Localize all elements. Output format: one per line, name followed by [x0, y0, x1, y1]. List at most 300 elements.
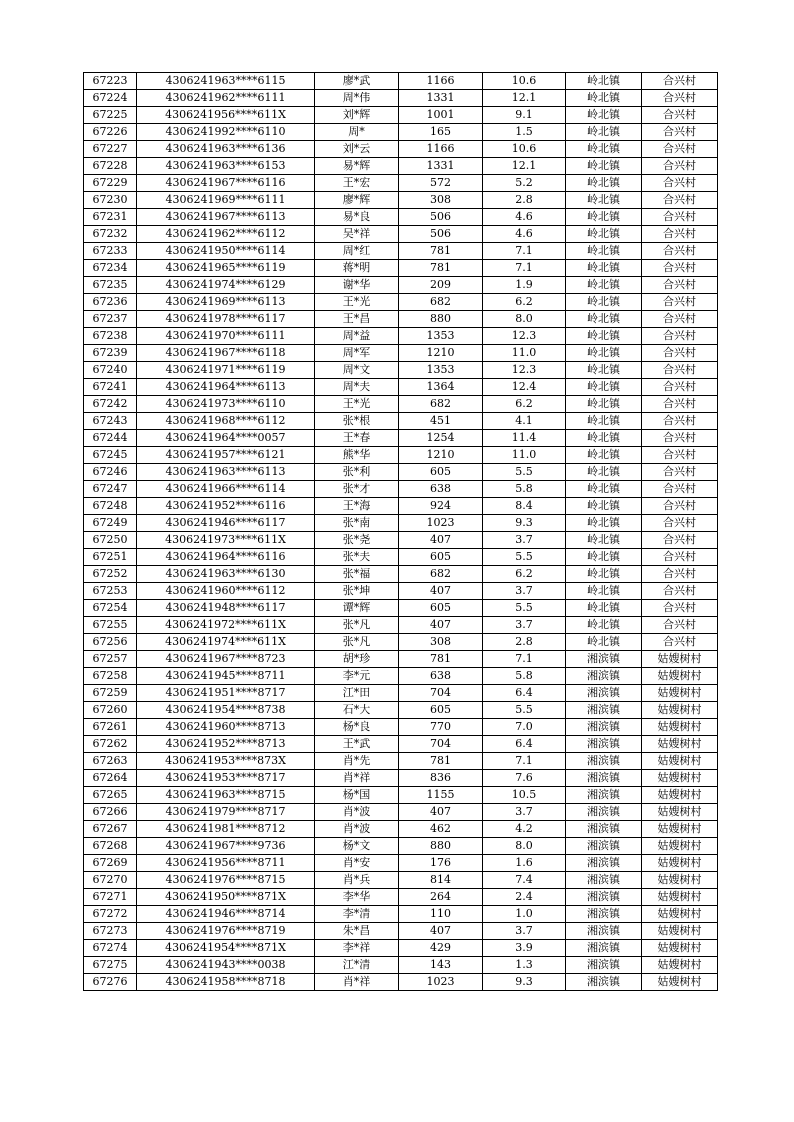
name-cell: 张*凡 [315, 634, 399, 651]
town-cell: 岭北镇 [566, 566, 642, 583]
name-cell: 张*坤 [315, 583, 399, 600]
record-no-cell: 67248 [84, 498, 137, 515]
town-cell: 湘滨镇 [566, 685, 642, 702]
name-cell: 张*尧 [315, 532, 399, 549]
id-number-cell: 4306241960****6112 [137, 583, 315, 600]
quantity-cell: 4.6 [483, 226, 566, 243]
amount-cell: 704 [399, 685, 483, 702]
village-cell: 合兴村 [642, 532, 718, 549]
village-cell: 合兴村 [642, 600, 718, 617]
record-no-cell: 67234 [84, 260, 137, 277]
id-number-cell: 4306241956****8711 [137, 855, 315, 872]
village-cell: 合兴村 [642, 345, 718, 362]
table-row [84, 532, 718, 549]
quantity-cell: 4.2 [483, 821, 566, 838]
record-no-cell: 67276 [84, 974, 137, 991]
record-no-cell: 67258 [84, 668, 137, 685]
name-cell: 周*益 [315, 328, 399, 345]
id-number-cell: 4306241954****871X [137, 940, 315, 957]
id-number-cell: 4306241954****8738 [137, 702, 315, 719]
quantity-cell: 7.1 [483, 651, 566, 668]
amount-cell: 781 [399, 651, 483, 668]
id-number-cell: 4306241976****8715 [137, 872, 315, 889]
quantity-cell: 5.5 [483, 702, 566, 719]
name-cell: 王*昌 [315, 311, 399, 328]
name-cell: 李*祥 [315, 940, 399, 957]
town-cell: 湘滨镇 [566, 906, 642, 923]
quantity-cell: 10.5 [483, 787, 566, 804]
amount-cell: 407 [399, 532, 483, 549]
id-number-cell: 4306241970****6111 [137, 328, 315, 345]
id-number-cell: 4306241971****6119 [137, 362, 315, 379]
id-number-cell: 4306241964****6116 [137, 549, 315, 566]
table-row [84, 396, 718, 413]
id-number-cell: 4306241964****0057 [137, 430, 315, 447]
table-row [84, 192, 718, 209]
quantity-cell: 6.4 [483, 685, 566, 702]
id-number-cell: 4306241965****6119 [137, 260, 315, 277]
town-cell: 湘滨镇 [566, 668, 642, 685]
quantity-cell: 12.4 [483, 379, 566, 396]
town-cell: 岭北镇 [566, 345, 642, 362]
amount-cell: 638 [399, 481, 483, 498]
village-cell: 合兴村 [642, 396, 718, 413]
town-cell: 岭北镇 [566, 447, 642, 464]
name-cell: 杨*文 [315, 838, 399, 855]
town-cell: 岭北镇 [566, 515, 642, 532]
quantity-cell: 9.1 [483, 107, 566, 124]
town-cell: 岭北镇 [566, 90, 642, 107]
quantity-cell: 7.0 [483, 719, 566, 736]
table-row [84, 753, 718, 770]
name-cell: 周* [315, 124, 399, 141]
town-cell: 岭北镇 [566, 328, 642, 345]
amount-cell: 638 [399, 668, 483, 685]
record-no-cell: 67226 [84, 124, 137, 141]
record-no-cell: 67256 [84, 634, 137, 651]
table-row [84, 73, 718, 90]
table-row [84, 481, 718, 498]
town-cell: 岭北镇 [566, 277, 642, 294]
village-cell: 合兴村 [642, 294, 718, 311]
id-number-cell: 4306241956****611X [137, 107, 315, 124]
name-cell: 李*元 [315, 668, 399, 685]
village-cell: 姑嫂树村 [642, 855, 718, 872]
table-row [84, 906, 718, 923]
amount-cell: 814 [399, 872, 483, 889]
id-number-cell: 4306241957****6121 [137, 447, 315, 464]
town-cell: 岭北镇 [566, 294, 642, 311]
id-number-cell: 4306241953****8717 [137, 770, 315, 787]
table-row [84, 838, 718, 855]
id-number-cell: 4306241979****8717 [137, 804, 315, 821]
amount-cell: 1210 [399, 447, 483, 464]
amount-cell: 1353 [399, 328, 483, 345]
town-cell: 湘滨镇 [566, 702, 642, 719]
village-cell: 合兴村 [642, 73, 718, 90]
amount-cell: 264 [399, 889, 483, 906]
name-cell: 刘*云 [315, 141, 399, 158]
record-no-cell: 67235 [84, 277, 137, 294]
village-cell: 合兴村 [642, 362, 718, 379]
table-row [84, 770, 718, 787]
record-no-cell: 67238 [84, 328, 137, 345]
town-cell: 岭北镇 [566, 600, 642, 617]
quantity-cell: 2.8 [483, 634, 566, 651]
record-no-cell: 67255 [84, 617, 137, 634]
name-cell: 谢*华 [315, 277, 399, 294]
quantity-cell: 7.1 [483, 243, 566, 260]
village-cell: 合兴村 [642, 260, 718, 277]
quantity-cell: 7.1 [483, 260, 566, 277]
amount-cell: 605 [399, 464, 483, 481]
id-number-cell: 4306241962****6111 [137, 90, 315, 107]
quantity-cell: 5.8 [483, 481, 566, 498]
quantity-cell: 1.9 [483, 277, 566, 294]
id-number-cell: 4306241963****6136 [137, 141, 315, 158]
village-cell: 合兴村 [642, 158, 718, 175]
name-cell: 王*宏 [315, 175, 399, 192]
town-cell: 湘滨镇 [566, 753, 642, 770]
town-cell: 湘滨镇 [566, 957, 642, 974]
village-cell: 姑嫂树村 [642, 685, 718, 702]
amount-cell: 781 [399, 753, 483, 770]
record-no-cell: 67237 [84, 311, 137, 328]
town-cell: 岭北镇 [566, 311, 642, 328]
amount-cell: 1023 [399, 515, 483, 532]
amount-cell: 1001 [399, 107, 483, 124]
record-no-cell: 67243 [84, 413, 137, 430]
village-cell: 合兴村 [642, 328, 718, 345]
village-cell: 合兴村 [642, 515, 718, 532]
quantity-cell: 3.7 [483, 532, 566, 549]
village-cell: 姑嫂树村 [642, 770, 718, 787]
village-cell: 合兴村 [642, 464, 718, 481]
town-cell: 岭北镇 [566, 243, 642, 260]
id-number-cell: 4306241950****6114 [137, 243, 315, 260]
town-cell: 湘滨镇 [566, 719, 642, 736]
table-row [84, 872, 718, 889]
amount-cell: 176 [399, 855, 483, 872]
id-number-cell: 4306241973****611X [137, 532, 315, 549]
record-no-cell: 67257 [84, 651, 137, 668]
id-number-cell: 4306241974****6129 [137, 277, 315, 294]
amount-cell: 682 [399, 566, 483, 583]
amount-cell: 880 [399, 838, 483, 855]
id-number-cell: 4306241966****6114 [137, 481, 315, 498]
quantity-cell: 5.2 [483, 175, 566, 192]
table-row [84, 141, 718, 158]
id-number-cell: 4306241946****6117 [137, 515, 315, 532]
table-row [84, 923, 718, 940]
quantity-cell: 10.6 [483, 141, 566, 158]
record-no-cell: 67270 [84, 872, 137, 889]
name-cell: 熊*华 [315, 447, 399, 464]
id-number-cell: 4306241967****8723 [137, 651, 315, 668]
amount-cell: 143 [399, 957, 483, 974]
table-row [84, 260, 718, 277]
name-cell: 周*文 [315, 362, 399, 379]
village-cell: 合兴村 [642, 192, 718, 209]
village-cell: 合兴村 [642, 634, 718, 651]
town-cell: 岭北镇 [566, 634, 642, 651]
town-cell: 岭北镇 [566, 481, 642, 498]
id-number-cell: 4306241963****6115 [137, 73, 315, 90]
quantity-cell: 11.0 [483, 447, 566, 464]
town-cell: 湘滨镇 [566, 804, 642, 821]
id-number-cell: 4306241967****6116 [137, 175, 315, 192]
name-cell: 肖*波 [315, 804, 399, 821]
record-no-cell: 67241 [84, 379, 137, 396]
quantity-cell: 5.8 [483, 668, 566, 685]
village-cell: 姑嫂树村 [642, 923, 718, 940]
village-cell: 姑嫂树村 [642, 821, 718, 838]
name-cell: 张*福 [315, 566, 399, 583]
record-no-cell: 67232 [84, 226, 137, 243]
table-row [84, 498, 718, 515]
record-no-cell: 67254 [84, 600, 137, 617]
id-number-cell: 4306241972****611X [137, 617, 315, 634]
record-no-cell: 67230 [84, 192, 137, 209]
village-cell: 合兴村 [642, 413, 718, 430]
village-cell: 姑嫂树村 [642, 804, 718, 821]
amount-cell: 1155 [399, 787, 483, 804]
village-cell: 合兴村 [642, 447, 718, 464]
quantity-cell: 3.7 [483, 923, 566, 940]
table-row [84, 175, 718, 192]
name-cell: 廖*辉 [315, 192, 399, 209]
quantity-cell: 10.6 [483, 73, 566, 90]
id-number-cell: 4306241962****6112 [137, 226, 315, 243]
name-cell: 蒋*明 [315, 260, 399, 277]
amount-cell: 1166 [399, 141, 483, 158]
id-number-cell: 4306241953****873X [137, 753, 315, 770]
record-no-cell: 67223 [84, 73, 137, 90]
record-no-cell: 67242 [84, 396, 137, 413]
town-cell: 湘滨镇 [566, 770, 642, 787]
village-cell: 姑嫂树村 [642, 753, 718, 770]
record-no-cell: 67271 [84, 889, 137, 906]
id-number-cell: 4306241967****6118 [137, 345, 315, 362]
record-no-cell: 67246 [84, 464, 137, 481]
record-no-cell: 67253 [84, 583, 137, 600]
village-cell: 姑嫂树村 [642, 719, 718, 736]
table-row [84, 889, 718, 906]
town-cell: 岭北镇 [566, 413, 642, 430]
village-cell: 合兴村 [642, 481, 718, 498]
town-cell: 湘滨镇 [566, 940, 642, 957]
village-cell: 姑嫂树村 [642, 889, 718, 906]
town-cell: 湘滨镇 [566, 838, 642, 855]
record-no-cell: 67259 [84, 685, 137, 702]
amount-cell: 308 [399, 634, 483, 651]
amount-cell: 429 [399, 940, 483, 957]
table-row [84, 668, 718, 685]
village-cell: 合兴村 [642, 209, 718, 226]
quantity-cell: 5.5 [483, 464, 566, 481]
table-row [84, 209, 718, 226]
id-number-cell: 4306241974****611X [137, 634, 315, 651]
id-number-cell: 4306241976****8719 [137, 923, 315, 940]
record-no-cell: 67273 [84, 923, 137, 940]
record-no-cell: 67225 [84, 107, 137, 124]
amount-cell: 462 [399, 821, 483, 838]
id-number-cell: 4306241960****8713 [137, 719, 315, 736]
table-row [84, 821, 718, 838]
amount-cell: 451 [399, 413, 483, 430]
amount-cell: 770 [399, 719, 483, 736]
quantity-cell: 12.1 [483, 90, 566, 107]
quantity-cell: 12.3 [483, 362, 566, 379]
id-number-cell: 4306241958****8718 [137, 974, 315, 991]
table-row [84, 379, 718, 396]
id-number-cell: 4306241981****8712 [137, 821, 315, 838]
village-cell: 姑嫂树村 [642, 651, 718, 668]
quantity-cell: 3.7 [483, 583, 566, 600]
quantity-cell: 6.2 [483, 294, 566, 311]
town-cell: 岭北镇 [566, 226, 642, 243]
id-number-cell: 4306241963****6130 [137, 566, 315, 583]
town-cell: 湘滨镇 [566, 872, 642, 889]
quantity-cell: 5.5 [483, 549, 566, 566]
quantity-cell: 8.0 [483, 311, 566, 328]
table-row [84, 243, 718, 260]
table-row [84, 804, 718, 821]
table-row [84, 549, 718, 566]
town-cell: 岭北镇 [566, 192, 642, 209]
amount-cell: 1023 [399, 974, 483, 991]
name-cell: 王*春 [315, 430, 399, 447]
village-cell: 合兴村 [642, 107, 718, 124]
quantity-cell: 3.7 [483, 804, 566, 821]
id-number-cell: 4306241943****0038 [137, 957, 315, 974]
amount-cell: 1210 [399, 345, 483, 362]
amount-cell: 605 [399, 600, 483, 617]
town-cell: 岭北镇 [566, 430, 642, 447]
name-cell: 肖*波 [315, 821, 399, 838]
name-cell: 张*根 [315, 413, 399, 430]
amount-cell: 407 [399, 923, 483, 940]
table-row [84, 515, 718, 532]
name-cell: 王*光 [315, 396, 399, 413]
table-row [84, 226, 718, 243]
quantity-cell: 5.5 [483, 600, 566, 617]
town-cell: 湘滨镇 [566, 821, 642, 838]
village-cell: 合兴村 [642, 311, 718, 328]
quantity-cell: 8.0 [483, 838, 566, 855]
id-number-cell: 4306241946****8714 [137, 906, 315, 923]
amount-cell: 880 [399, 311, 483, 328]
table-row [84, 277, 718, 294]
quantity-cell: 1.6 [483, 855, 566, 872]
town-cell: 岭北镇 [566, 464, 642, 481]
record-no-cell: 67240 [84, 362, 137, 379]
quantity-cell: 3.9 [483, 940, 566, 957]
record-no-cell: 67269 [84, 855, 137, 872]
amount-cell: 924 [399, 498, 483, 515]
town-cell: 湘滨镇 [566, 787, 642, 804]
name-cell: 周*红 [315, 243, 399, 260]
id-number-cell: 4306241964****6113 [137, 379, 315, 396]
table-row [84, 430, 718, 447]
amount-cell: 781 [399, 260, 483, 277]
name-cell: 李*清 [315, 906, 399, 923]
town-cell: 岭北镇 [566, 158, 642, 175]
quantity-cell: 1.5 [483, 124, 566, 141]
town-cell: 岭北镇 [566, 498, 642, 515]
id-number-cell: 4306241950****871X [137, 889, 315, 906]
name-cell: 王*光 [315, 294, 399, 311]
town-cell: 岭北镇 [566, 260, 642, 277]
id-number-cell: 4306241963****8715 [137, 787, 315, 804]
quantity-cell: 2.4 [483, 889, 566, 906]
quantity-cell: 3.7 [483, 617, 566, 634]
village-cell: 姑嫂树村 [642, 872, 718, 889]
amount-cell: 407 [399, 804, 483, 821]
town-cell: 岭北镇 [566, 175, 642, 192]
table-row [84, 940, 718, 957]
record-no-cell: 67260 [84, 702, 137, 719]
record-no-cell: 67224 [84, 90, 137, 107]
village-cell: 合兴村 [642, 498, 718, 515]
name-cell: 江*田 [315, 685, 399, 702]
id-number-cell: 4306241969****6113 [137, 294, 315, 311]
name-cell: 刘*辉 [315, 107, 399, 124]
record-no-cell: 67266 [84, 804, 137, 821]
village-cell: 合兴村 [642, 583, 718, 600]
amount-cell: 781 [399, 243, 483, 260]
record-no-cell: 67245 [84, 447, 137, 464]
record-no-cell: 67239 [84, 345, 137, 362]
record-no-cell: 67233 [84, 243, 137, 260]
quantity-cell: 8.4 [483, 498, 566, 515]
quantity-cell: 12.3 [483, 328, 566, 345]
table-row [84, 328, 718, 345]
record-no-cell: 67263 [84, 753, 137, 770]
quantity-cell: 7.1 [483, 753, 566, 770]
record-no-cell: 67265 [84, 787, 137, 804]
quantity-cell: 9.3 [483, 515, 566, 532]
quantity-cell: 1.3 [483, 957, 566, 974]
table-row [84, 600, 718, 617]
name-cell: 张*南 [315, 515, 399, 532]
name-cell: 易*良 [315, 209, 399, 226]
amount-cell: 1353 [399, 362, 483, 379]
amount-cell: 1331 [399, 90, 483, 107]
amount-cell: 605 [399, 549, 483, 566]
table-row [84, 107, 718, 124]
town-cell: 岭北镇 [566, 141, 642, 158]
table-row [84, 311, 718, 328]
name-cell: 李*华 [315, 889, 399, 906]
village-cell: 合兴村 [642, 430, 718, 447]
id-number-cell: 4306241952****8713 [137, 736, 315, 753]
village-cell: 合兴村 [642, 90, 718, 107]
quantity-cell: 9.3 [483, 974, 566, 991]
quantity-cell: 4.6 [483, 209, 566, 226]
name-cell: 王*海 [315, 498, 399, 515]
name-cell: 朱*昌 [315, 923, 399, 940]
village-cell: 合兴村 [642, 243, 718, 260]
record-no-cell: 67250 [84, 532, 137, 549]
town-cell: 岭北镇 [566, 617, 642, 634]
id-number-cell: 4306241967****9736 [137, 838, 315, 855]
table-row [84, 634, 718, 651]
quantity-cell: 4.1 [483, 413, 566, 430]
quantity-cell: 11.0 [483, 345, 566, 362]
village-cell: 姑嫂树村 [642, 940, 718, 957]
name-cell: 张*夫 [315, 549, 399, 566]
